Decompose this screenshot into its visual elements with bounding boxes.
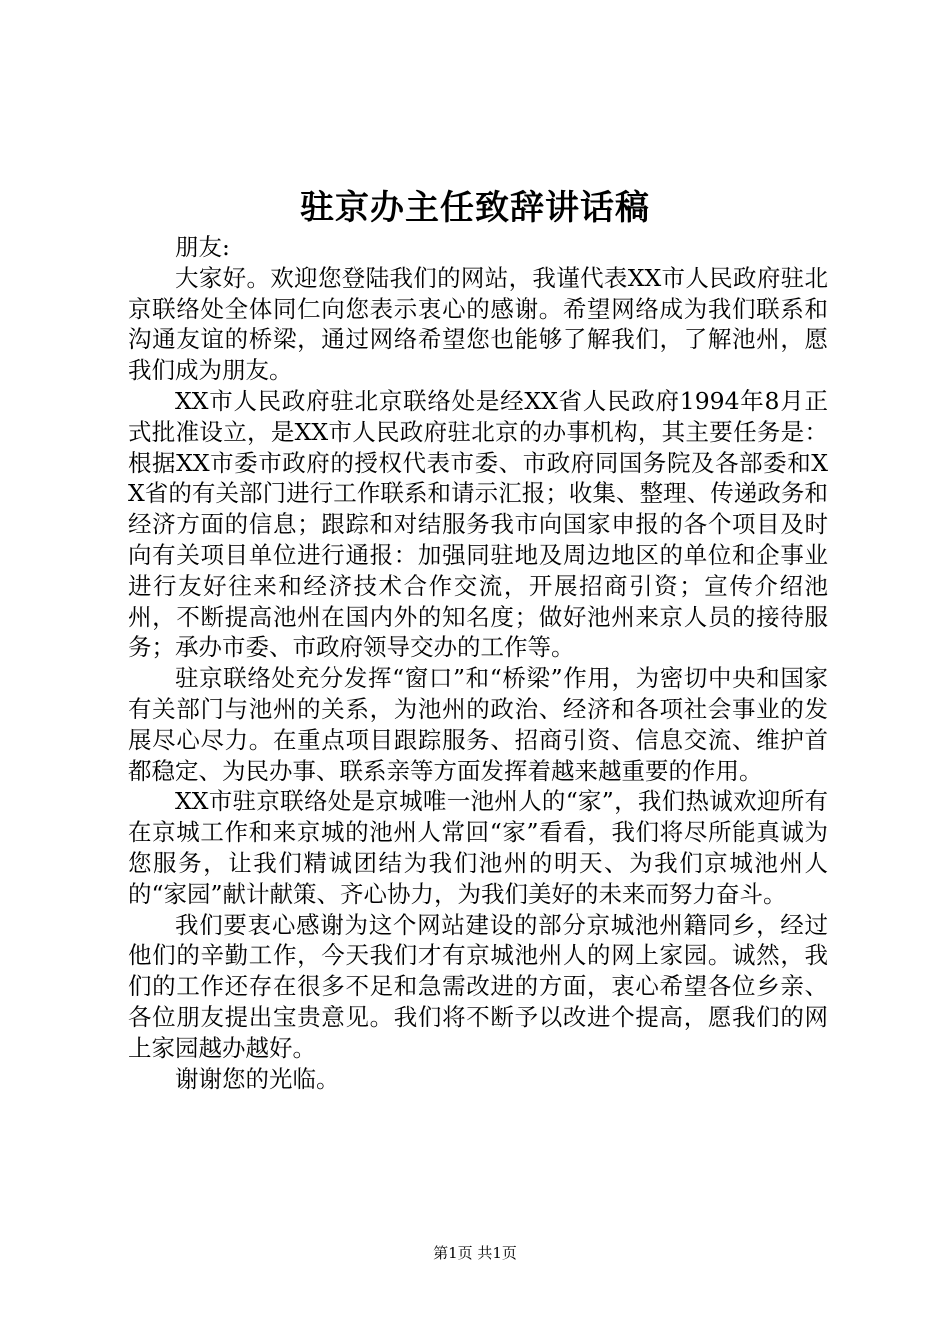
paragraph-office-duties: XX市人民政府驻北京联络处是经XX省人民政府1994年8月正式批准设立，是XX市人民政府驻北京的办事机构，其主要任务是：根据XX市委市政府的授权代表市委、市政府同国务院及各部委和XX省的有关部门进行工作联系和请示汇报；收集、整理、传递政务和经济方面的信息；跟踪和对结服务我市向国家申报的各个项目及时向有关项目单位进行通报：加强同驻地及周边地区的单位和企事业进行友好往来和经济技术合作交流，开展招商引资；宣传介绍池州，不断提高池州在国内外的知名度；做好池州来京人员的接待服务；承办市委、市政府领导交办的工作等。 [128,386,828,662]
paragraph-home: XX市驻京联络处是京城唯一池州人的“家”，我们热诚欢迎所有在京城工作和来京城的池州人常回“家”看看，我们将尽所能真诚为您服务，让我们精诚团结为我们池州的明天、为我们京城池州人的“家园”献计献策、齐心协力，为我们美好的未来而努力奋斗。 [128,787,828,908]
paragraph-thanks: 我们要衷心感谢为这个网站建设的部分京城池州籍同乡，经过他们的辛勤工作，今天我们才有京城池州人的网上家园。诚然，我们的工作还存在很多不足和急需改进的方面，衷心希望各位乡亲、各位朋友提出宝贵意见。我们将不断予以改进个提高，愿我们的网上家园越办越好。 [128,910,828,1062]
paragraph-greeting: 朋友: [175,233,230,261]
paragraph-closing: 谢谢您的光临。 [175,1064,340,1093]
paragraph-role: 驻京联络处充分发挥“窗口”和“桥梁”作用，为密切中央和国家有关部门与池州的关系，为池州的政治、经济和各项社会事业的发展尽心尽力。在重点项目跟踪服务、招商引资、信息交流、维护首都稳定、为民办事、联系亲等方面发挥着越来越重要的作用。 [128,664,828,785]
document-body [128,232,828,1094]
document-title: 驻京办主任致辞讲话稿 [300,188,650,228]
paragraph-welcome: 大家好。欢迎您登陆我们的网站，我谨代表XX市人民政府驻北京联络处全体同仁向您表示衷心的感谢。希望网络成为我们联系和沟通友谊的桥梁，通过网络希望您也能够了解我们，了解池州，愿我们成为朋友。 [128,263,828,385]
page-footer: 第1页 共1页 [433,1244,517,1262]
